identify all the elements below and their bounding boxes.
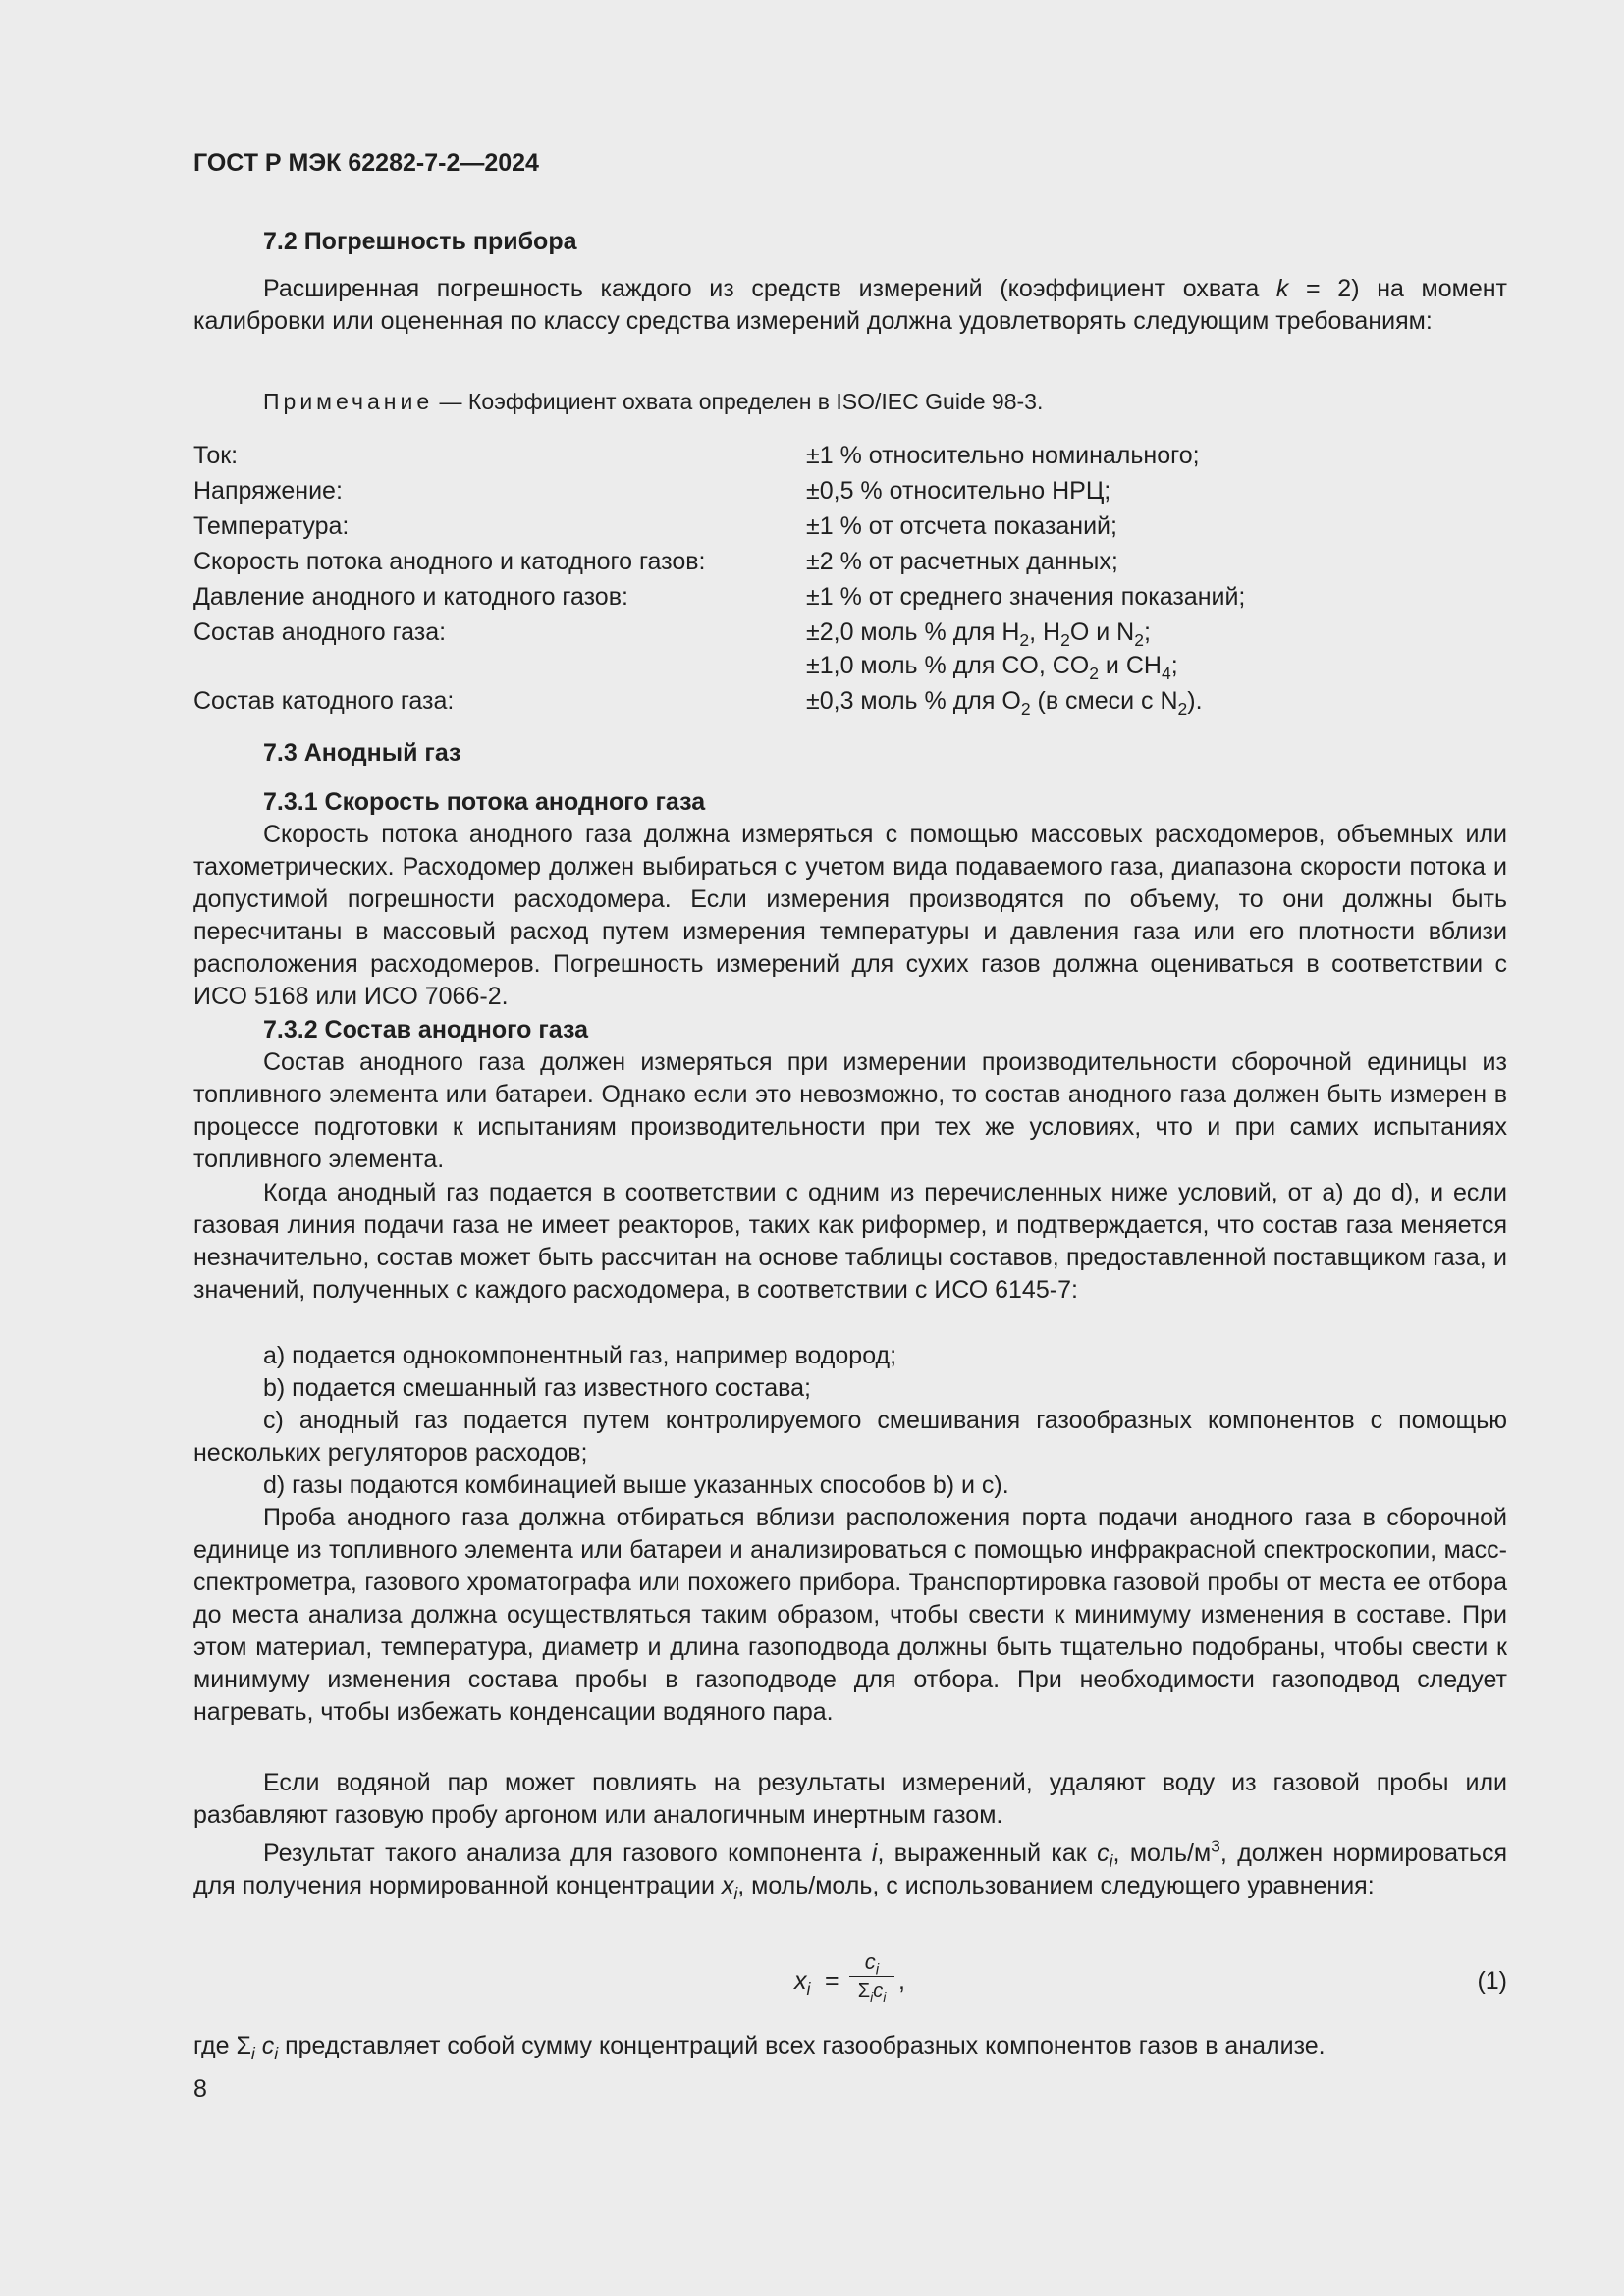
section-7-2-heading: 7.2 Погрешность прибора — [263, 228, 577, 255]
section-7-3-heading: 7.3 Анодный газ — [263, 739, 461, 767]
fraction-numerator: $c_i$ — [849, 1949, 894, 1977]
equation-equals: = — [825, 1967, 839, 1995]
equation-1 — [193, 1949, 1507, 2027]
equation-comma: , — [898, 1967, 905, 1995]
section-7-2-paragraph: Расширенная погрешность каждого из средств измерений (коэффициент охвата k = 2) на момент калибровки или оцененная по классу средства измерений должна удовлетворять следующим требованиям: — [193, 275, 1507, 335]
page-number: 8 — [193, 2075, 207, 2103]
requirement-row — [193, 510, 1507, 546]
requirement-value: ±0,3 моль % для $O_2$ (в смеси с $N_2$). — [806, 687, 1203, 720]
fraction-denominator: $\Sigma_ic_i$ — [857, 1980, 887, 2004]
requirement-label: Ток: — [193, 442, 239, 469]
requirement-value: ±1,0 моль % для CO, $CO_2$ и $CH_4$; — [806, 652, 1178, 684]
section-7-3-2-paragraph-1: Состав анодного газа должен измеряться при измерении производительности сборочной единицы из топливного элемента или батареи. Однако если это невозможно, то состав анодного газа должен быть измерен в процессе подготовки к испытаниям производительности при тех же условиях, что и при самих испытаниях топливного элемента. — [193, 1048, 1507, 1173]
requirement-label: Температура: — [193, 512, 350, 540]
equation-explanation: где $\Sigma_i$ $c_i$ представляет собой сумму концентраций всех газообразных компонентов газов в анализе. — [193, 2032, 1326, 2064]
list-item: d) газы подаются комбинацией выше указанных способов b) и c). — [263, 1471, 1009, 1499]
section-7-3-1-paragraph: Скорость потока анодного газа должна измеряться с помощью массовых расходомеров, объемных или тахометрических. Расходомер должен выбираться с учетом вида подаваемого газа, диапазона скорости потока и допустимой погрешности расходомера. Если измерения производятся по объему, то они должны быть пересчитаны в массовый расход путем измерения температуры и давления газа или его плотности вблизи расположения расходомеров. Погрешность измерений для сухих газов должна оцениваться в соответствии с ИСО 5168 или ИСО 7066-2. — [193, 821, 1507, 1010]
requirement-row — [193, 685, 1507, 721]
requirement-row — [193, 440, 1507, 475]
requirement-label: Давление анодного и катодного газов: — [193, 583, 628, 611]
section-7-3-1-heading: 7.3.1 Скорость потока анодного газа — [263, 788, 706, 816]
equation-number: (1) — [1477, 1967, 1507, 1995]
equation-lhs: $x_i$ — [794, 1967, 811, 2000]
requirement-value: ±1 % от отсчета показаний; — [806, 512, 1117, 540]
requirement-value: ±2,0 моль % для $H_2$, $H_2O$ и $N_2$; — [806, 618, 1151, 651]
requirement-value: ±1 % относительно номинального; — [806, 442, 1200, 469]
list-item: b) подается смешанный газ известного состава; — [263, 1374, 811, 1402]
note-text: — Коэффициент охвата определен в ISO/IEC Guide 98-3. — [433, 389, 1044, 414]
requirement-value: ±2 % от расчетных данных; — [806, 548, 1118, 575]
section-7-3-2-paragraph-5: Результат такого анализа для газового компонента i, выраженный как $c_i$, моль/$м^3$, должен нормироваться для получения нормированной концентрации $x_i$, моль/моль, с использованием следующего уравнения: — [193, 1836, 1507, 1904]
section-7-3-2-paragraph-2: Когда анодный газ подается в соответствии с одним из перечисленных ниже условий, от a) до d), и если газовая линия подачи газа не имеет реакторов, таких как риформер, и подтверждается, что состав газа меняется незначительно, состав может быть рассчитан на основе таблицы составов, предоставленной поставщиком газа, и значений, полученных с каждого расходомера, в соответствии с ИСО 6145-7: — [193, 1179, 1507, 1304]
list-item: c) анодный газ подается путем контролируемого смешивания газообразных компонентов с помощью нескольких регуляторов расходов; — [193, 1407, 1507, 1467]
requirement-row — [193, 475, 1507, 510]
document-id: ГОСТ Р МЭК 62282-7-2—2024 — [193, 149, 539, 177]
requirement-value: ±1 % от среднего значения показаний; — [806, 583, 1246, 611]
requirement-value: ±0,5 % относительно НРЦ; — [806, 477, 1111, 505]
equation-fraction — [849, 1949, 894, 2004]
section-7-3-2-paragraph-3: Проба анодного газа должна отбираться вблизи расположения порта подачи анодного газа в сборочной единице из топливного элемента или батареи и анализироваться с помощью инфракрасной спектроскопии, масс-спектрометра, газового хроматографа или похожего прибора. Транспортировка газовой пробы от места ее отбора до места анализа должна осуществляться таким образом, чтобы свести к минимуму изменения в составе. При этом материал, температура, диаметр и длина газоподвода должны быть тщательно подобраны, чтобы свести к минимуму изменения состава пробы в газоподводе для отбора. При необходимости газоподвод следует нагревать, чтобы избежать конденсации водяного пара. — [193, 1504, 1507, 1726]
requirement-row — [193, 581, 1507, 616]
requirement-label: Скорость потока анодного и катодного газов: — [193, 548, 706, 575]
requirement-row — [193, 650, 1507, 685]
note-label: Примечание — [263, 389, 434, 414]
requirement-label: Состав катодного газа: — [193, 687, 455, 715]
requirement-label: Напряжение: — [193, 477, 343, 505]
note — [193, 386, 1577, 418]
requirement-label: Состав анодного газа: — [193, 618, 447, 646]
section-7-3-2-heading: 7.3.2 Состав анодного газа — [263, 1016, 589, 1043]
requirement-row — [193, 546, 1507, 581]
list-item: a) подается однокомпонентный газ, например водород; — [263, 1342, 897, 1369]
requirement-row — [193, 616, 1507, 652]
section-7-3-2-paragraph-4: Если водяной пар может повлиять на результаты измерений, удаляют воду из газовой пробы или разбавляют газовую пробу аргоном или аналогичным инертным газом. — [193, 1769, 1507, 1829]
